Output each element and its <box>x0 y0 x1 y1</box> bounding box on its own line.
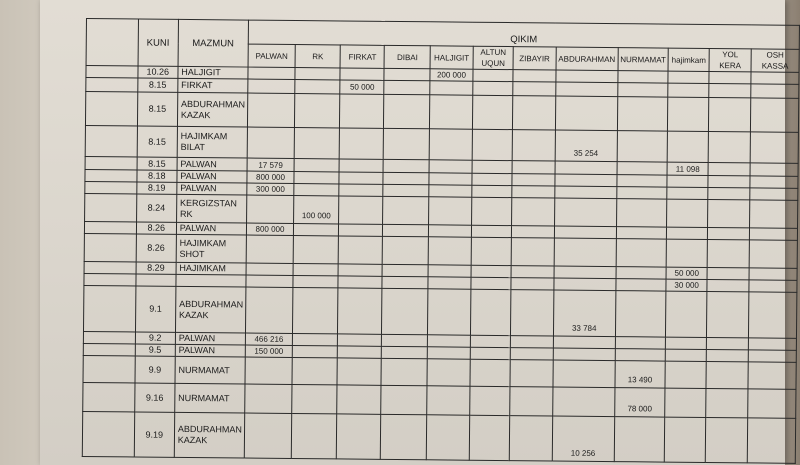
column-header-nurmamat: NURMAMAT <box>618 48 669 71</box>
amount-cell-nurmamat <box>617 175 668 187</box>
row-margin-cell <box>85 125 137 156</box>
amount-cell-hajimkam <box>667 175 708 187</box>
row-margin-cell <box>85 92 137 126</box>
amount-cell-nurmamat <box>616 239 667 267</box>
amount-cell-rk <box>294 172 339 184</box>
amount-cell-altun <box>469 415 510 460</box>
kuni-cell: 8.15 <box>137 157 177 170</box>
amount-cell-altun <box>470 386 511 415</box>
kuni-cell: 9.16 <box>134 383 174 412</box>
amount-cell-altun <box>472 173 512 185</box>
amount-cell-altun <box>472 95 513 129</box>
table-row <box>82 411 795 463</box>
amount-cell-hajimkam <box>666 337 707 349</box>
amount-cell-palwan <box>246 263 293 275</box>
amount-cell-zibayir <box>511 336 554 348</box>
amount-cell-dibai <box>384 128 430 159</box>
row-margin-cell <box>84 221 136 233</box>
column-header-zibayir: ZIBAYIR <box>513 47 556 70</box>
amount-cell-dibai <box>382 288 428 334</box>
amount-cell-rk <box>291 413 337 458</box>
amount-cell-yol <box>707 239 749 267</box>
kuni-cell: 8.18 <box>137 170 177 182</box>
amount-cell-altun <box>471 265 511 277</box>
amount-cell-nurmamat <box>614 417 665 462</box>
amount-cell-zibayir <box>511 238 554 266</box>
amount-cell-palwan <box>246 235 294 263</box>
amount-cell-abdurahman <box>554 238 616 267</box>
amount-cell-palwan <box>246 275 293 287</box>
amount-cell-palwan <box>248 79 295 93</box>
kuni-header: KUNI <box>138 19 179 66</box>
row-margin-cell <box>84 233 136 261</box>
ledger-table <box>82 18 800 464</box>
row-margin-cell <box>84 261 136 273</box>
kuni-cell: 9.1 <box>135 286 176 332</box>
mazmun-cell: PALWAN <box>177 157 247 171</box>
amount-cell-haljigit <box>429 129 472 160</box>
row-margin-cell <box>85 193 137 221</box>
amount-cell-altun <box>471 197 512 225</box>
amount-cell-nurmamat <box>616 267 667 279</box>
amount-cell-haljigit <box>430 95 473 129</box>
kuni-cell: 9.5 <box>135 344 175 356</box>
amount-cell-rk <box>293 333 338 345</box>
amount-cell-osh <box>749 228 797 240</box>
amount-cell-firkat <box>338 334 382 346</box>
amount-cell-palwan <box>247 93 295 127</box>
kuni-cell: 9.9 <box>135 356 175 383</box>
amount-cell-zibayir <box>512 198 555 226</box>
mazmun-cell: PALWAN <box>177 170 247 183</box>
amount-cell-zibayir <box>512 130 555 161</box>
amount-cell-dibai <box>383 184 429 196</box>
amount-cell-haljigit <box>429 197 472 225</box>
amount-cell-hajimkam <box>668 71 709 83</box>
kuni-cell: 8.24 <box>136 194 176 222</box>
amount-cell-hajimkam <box>667 199 708 227</box>
amount-cell-altun <box>471 237 512 265</box>
amount-cell-yol <box>708 187 750 199</box>
mazmun-cell: NURMAMAT <box>175 383 245 413</box>
amount-cell-altun <box>470 347 510 359</box>
amount-cell-firkat <box>338 276 382 288</box>
amount-cell-dibai <box>384 159 430 172</box>
row-margin-cell <box>83 331 135 343</box>
amount-cell-zibayir <box>512 174 555 186</box>
amount-cell-dibai <box>383 236 429 264</box>
amount-cell-palwan <box>244 413 292 458</box>
amount-cell-dibai <box>384 94 430 128</box>
column-header-abdurahman: ABDURAHMAN <box>556 47 618 71</box>
amount-cell-abdurahman <box>554 186 616 199</box>
amount-cell-yol <box>707 267 749 279</box>
amount-cell-zibayir <box>512 226 555 238</box>
row-margin-cell <box>86 66 138 78</box>
amount-cell-altun <box>473 69 513 81</box>
amount-cell-abdurahman <box>553 336 615 349</box>
amount-cell-haljigit <box>429 160 472 173</box>
amount-cell-osh <box>750 163 798 176</box>
amount-cell-hajimkam: 11 098 <box>667 162 708 175</box>
amount-cell-firkat <box>339 159 383 172</box>
amount-cell-palwan <box>247 127 295 158</box>
amount-cell-rk <box>292 357 337 384</box>
amount-cell-altun <box>472 160 512 173</box>
kuni-cell: 9.2 <box>135 332 175 344</box>
amount-cell-yol <box>706 388 748 417</box>
amount-cell-hajimkam <box>668 97 709 131</box>
amount-cell-altun <box>471 277 511 289</box>
amount-cell-dibai <box>382 276 428 288</box>
amount-cell-hajimkam <box>667 131 708 162</box>
amount-cell-yol <box>706 361 748 388</box>
amount-cell-yol <box>709 83 751 97</box>
amount-cell-zibayir <box>511 290 554 336</box>
amount-cell-dibai <box>381 385 427 414</box>
row-margin-cell <box>85 156 137 169</box>
amount-cell-osh <box>748 389 796 418</box>
amount-cell-osh <box>748 338 796 350</box>
amount-cell-firkat <box>337 385 381 414</box>
row-margin-cell <box>85 181 137 193</box>
amount-cell-abdurahman <box>555 174 617 187</box>
amount-cell-palwan: 300 000 <box>247 183 294 195</box>
kuni-cell: 9.19 <box>134 412 175 457</box>
amount-cell-abdurahman: 35 254 <box>555 130 617 162</box>
amount-cell-rk <box>292 384 337 413</box>
amount-cell-firkat <box>340 94 385 128</box>
amount-cell-zibayir <box>511 266 554 278</box>
amount-cell-altun <box>470 335 510 347</box>
amount-cell-hajimkam <box>667 227 708 239</box>
amount-cell-hajimkam <box>666 291 707 337</box>
amount-cell-abdurahman <box>553 348 615 361</box>
amount-cell-hajimkam: 30 000 <box>666 279 707 291</box>
mazmun-cell: FIRKAT <box>178 78 248 93</box>
amount-cell-rk <box>294 224 339 236</box>
amount-cell-abdurahman: 33 784 <box>553 290 615 337</box>
amount-cell-haljigit <box>428 265 471 277</box>
amount-cell-altun <box>470 359 511 386</box>
amount-cell-haljigit <box>426 415 469 460</box>
amount-cell-haljigit <box>427 347 470 359</box>
row-margin-cell <box>83 382 135 411</box>
amount-cell-osh <box>749 240 797 268</box>
amount-cell-palwan: 466 216 <box>245 333 292 345</box>
column-header-altun-uqun: ALTUN UQUN <box>473 46 514 69</box>
amount-cell-nurmamat <box>617 83 668 97</box>
amount-cell-altun <box>472 129 513 160</box>
kuni-cell: 8.15 <box>137 126 177 157</box>
amount-cell-dibai <box>382 346 428 358</box>
table-row <box>83 285 796 338</box>
header-row-top <box>86 19 799 50</box>
amount-cell-yol <box>707 279 749 291</box>
kuni-cell: 8.26 <box>136 234 176 262</box>
amount-cell-haljigit: 200 000 <box>430 69 473 81</box>
amount-cell-dibai <box>383 264 429 276</box>
amount-cell-nurmamat <box>616 227 667 239</box>
row-margin-cell <box>86 78 138 92</box>
amount-cell-altun <box>473 81 513 95</box>
amount-cell-yol <box>708 175 750 187</box>
mazmun-cell: PALWAN <box>175 332 245 345</box>
mazmun-cell: KERGIZSTAN RK <box>176 194 246 223</box>
amount-cell-rk <box>293 288 339 334</box>
kuni-cell: 8.15 <box>137 92 177 126</box>
amount-cell-palwan: 800 000 <box>247 171 294 183</box>
amount-cell-osh <box>748 362 796 389</box>
kuni-cell: 8.26 <box>136 222 176 234</box>
amount-cell-nurmamat <box>617 97 668 131</box>
amount-cell-yol <box>709 97 751 131</box>
mazmun-cell: ABDURAHMAN KAZAK <box>175 286 245 333</box>
mazmun-cell: ABDURAHMAN KAZAK <box>174 412 244 458</box>
amount-cell-yol <box>706 337 748 349</box>
kuni-cell: 8.29 <box>136 262 176 274</box>
kuni-cell: 8.15 <box>138 78 178 92</box>
amount-cell-yol <box>705 417 747 462</box>
amount-cell-zibayir <box>510 387 553 416</box>
column-header-palwan: PALWAN <box>248 44 296 67</box>
amount-cell-osh <box>750 200 798 228</box>
amount-cell-firkat <box>339 172 383 184</box>
amount-cell-haljigit <box>428 289 471 335</box>
amount-cell-yol <box>708 227 750 239</box>
amount-cell-abdurahman <box>555 96 617 131</box>
amount-cell-osh <box>750 132 798 163</box>
amount-cell-altun <box>472 185 512 197</box>
amount-cell-haljigit <box>427 359 470 386</box>
amount-cell-osh <box>750 188 798 200</box>
row-margin-cell <box>84 273 136 285</box>
amount-cell-firkat <box>337 414 382 459</box>
amount-cell-osh <box>750 98 798 132</box>
amount-cell-abdurahman <box>555 161 617 175</box>
amount-cell-firkat <box>339 224 383 236</box>
amount-cell-haljigit <box>430 81 473 95</box>
amount-cell-zibayir <box>512 161 555 174</box>
mazmun-cell: PALWAN <box>176 222 246 235</box>
amount-cell-firkat <box>339 196 383 224</box>
amount-cell-dibai <box>382 334 428 346</box>
amount-cell-nurmamat: 13 490 <box>615 361 666 388</box>
blank-header-cell <box>86 19 138 66</box>
amount-cell-haljigit <box>429 225 472 237</box>
amount-cell-yol <box>708 199 750 227</box>
amount-cell-rk <box>292 345 337 357</box>
amount-cell-nurmamat <box>617 131 668 162</box>
amount-cell-nurmamat <box>615 337 666 349</box>
amount-cell-nurmamat <box>617 162 668 175</box>
amount-cell-nurmamat <box>616 187 667 199</box>
amount-cell-palwan: 17 579 <box>247 158 294 171</box>
amount-cell-zibayir <box>513 96 556 130</box>
amount-cell-firkat <box>338 264 382 276</box>
amount-cell-yol <box>708 162 750 175</box>
amount-cell-osh <box>750 176 798 188</box>
amount-cell-nurmamat <box>615 349 666 361</box>
amount-cell-firkat <box>337 358 381 385</box>
amount-cell-abdurahman <box>555 82 617 97</box>
column-header-hajimkam: hajimkam <box>668 48 709 71</box>
amount-cell-osh <box>749 268 797 280</box>
amount-cell-osh <box>748 350 796 362</box>
amount-cell-dibai <box>384 68 430 80</box>
amount-cell-palwan <box>248 67 295 79</box>
amount-cell-dibai <box>384 80 430 94</box>
kuni-cell: 8.19 <box>137 182 177 194</box>
amount-cell-rk: 100 000 <box>294 196 339 224</box>
column-header-rk: RK <box>295 45 340 68</box>
amount-cell-haljigit <box>427 335 470 347</box>
amount-cell-rk <box>293 264 338 276</box>
amount-cell-haljigit <box>429 173 472 185</box>
amount-cell-hajimkam <box>667 187 708 199</box>
amount-cell-rk <box>294 159 339 172</box>
amount-cell-abdurahman <box>554 278 616 291</box>
amount-cell-yol <box>708 131 750 162</box>
qikim-group-header: QIKIM <box>248 20 799 49</box>
mazmun-cell: PALWAN <box>177 182 247 195</box>
amount-cell-palwan <box>245 357 293 384</box>
amount-cell-rk <box>295 68 340 80</box>
amount-cell-rk <box>293 276 338 288</box>
amount-cell-yol <box>709 71 751 83</box>
column-header-dibai: DIBAI <box>385 45 431 68</box>
row-margin-cell <box>83 285 135 331</box>
amount-cell-hajimkam <box>665 349 706 361</box>
amount-cell-abdurahman: 10 256 <box>552 416 614 462</box>
amount-cell-palwan: 800 000 <box>246 223 293 235</box>
column-header-haljigit: HALJIGIT <box>430 46 473 69</box>
mazmun-cell: HAJIMKAM <box>176 262 246 275</box>
amount-cell-osh <box>749 280 797 292</box>
amount-cell-firkat <box>340 68 384 80</box>
amount-cell-rk <box>295 80 340 94</box>
amount-cell-palwan <box>245 384 293 413</box>
mazmun-cell: HALJIGIT <box>178 66 248 79</box>
kuni-cell <box>136 274 176 286</box>
amount-cell-dibai <box>383 224 429 236</box>
row-margin-cell <box>82 411 134 456</box>
mazmun-cell: PALWAN <box>175 344 245 357</box>
amount-cell-firkat: 50 000 <box>340 80 384 94</box>
amount-cell-zibayir <box>509 416 552 461</box>
amount-cell-firkat <box>338 288 383 334</box>
mazmun-cell: NURMAMAT <box>175 356 245 384</box>
amount-cell-palwan <box>245 287 293 333</box>
amount-cell-firkat <box>339 184 383 196</box>
amount-cell-rk <box>293 236 338 264</box>
row-margin-cell <box>83 343 135 355</box>
row-margin-cell <box>83 355 135 382</box>
column-header-firkat: FIRKAT <box>340 45 384 68</box>
amount-cell-dibai <box>383 172 429 184</box>
amount-cell-hajimkam <box>668 83 709 97</box>
amount-cell-abdurahman <box>554 198 616 227</box>
amount-cell-osh <box>747 418 795 463</box>
amount-cell-osh <box>751 84 799 98</box>
mazmun-cell: ABDURAHMAN KAZAK <box>177 92 247 127</box>
amount-cell-zibayir <box>513 70 556 82</box>
mazmun-cell <box>176 274 246 287</box>
amount-cell-osh <box>749 292 797 338</box>
amount-cell-haljigit <box>428 277 471 289</box>
amount-cell-dibai <box>381 414 427 459</box>
amount-cell-abdurahman <box>554 226 616 239</box>
amount-cell-hajimkam <box>664 417 705 462</box>
amount-cell-zibayir <box>512 186 555 198</box>
amount-cell-haljigit <box>428 237 471 265</box>
amount-cell-hajimkam <box>665 361 706 388</box>
amount-cell-osh <box>751 72 799 84</box>
amount-cell-zibayir <box>511 278 554 290</box>
kuni-cell: 10.26 <box>138 66 178 78</box>
amount-cell-abdurahman <box>552 387 614 417</box>
amount-cell-nurmamat: 78 000 <box>614 388 665 417</box>
amount-cell-abdurahman <box>556 70 618 83</box>
amount-cell-zibayir <box>510 348 553 360</box>
mazmun-header: MAZMUN <box>178 19 248 67</box>
amount-cell-dibai <box>381 358 427 385</box>
amount-cell-nurmamat <box>618 71 669 83</box>
amount-cell-zibayir <box>510 360 553 387</box>
mazmun-cell: HAJIMKAM BILAT <box>177 126 247 158</box>
mazmun-cell: HAJIMKAM SHOT <box>176 234 246 263</box>
amount-cell-dibai <box>383 196 429 224</box>
amount-cell-rk <box>294 184 339 196</box>
column-header-osh-kassa: OSH KASSA <box>751 49 799 72</box>
amount-cell-hajimkam <box>666 239 707 267</box>
amount-cell-abdurahman <box>553 360 615 388</box>
amount-cell-zibayir <box>513 82 556 96</box>
amount-cell-firkat <box>339 128 383 159</box>
amount-cell-haljigit <box>427 386 470 415</box>
amount-cell-rk <box>294 128 339 159</box>
column-header-yol-kera: YOL KERA <box>709 48 751 71</box>
amount-cell-nurmamat <box>616 279 667 291</box>
amount-cell-firkat <box>338 236 382 264</box>
amount-cell-rk <box>295 94 340 128</box>
amount-cell-firkat <box>338 346 382 358</box>
amount-cell-nurmamat <box>615 291 666 337</box>
amount-cell-palwan: 150 000 <box>245 345 292 357</box>
amount-cell-yol <box>706 349 748 361</box>
amount-cell-abdurahman <box>554 266 616 279</box>
amount-cell-nurmamat <box>616 199 667 227</box>
amount-cell-haljigit <box>429 185 472 197</box>
amount-cell-altun <box>471 225 511 237</box>
amount-cell-hajimkam: 50 000 <box>666 267 707 279</box>
amount-cell-hajimkam <box>665 388 706 417</box>
amount-cell-yol <box>707 291 749 337</box>
amount-cell-palwan <box>246 195 294 223</box>
row-margin-cell <box>85 169 137 181</box>
amount-cell-altun <box>470 289 511 335</box>
